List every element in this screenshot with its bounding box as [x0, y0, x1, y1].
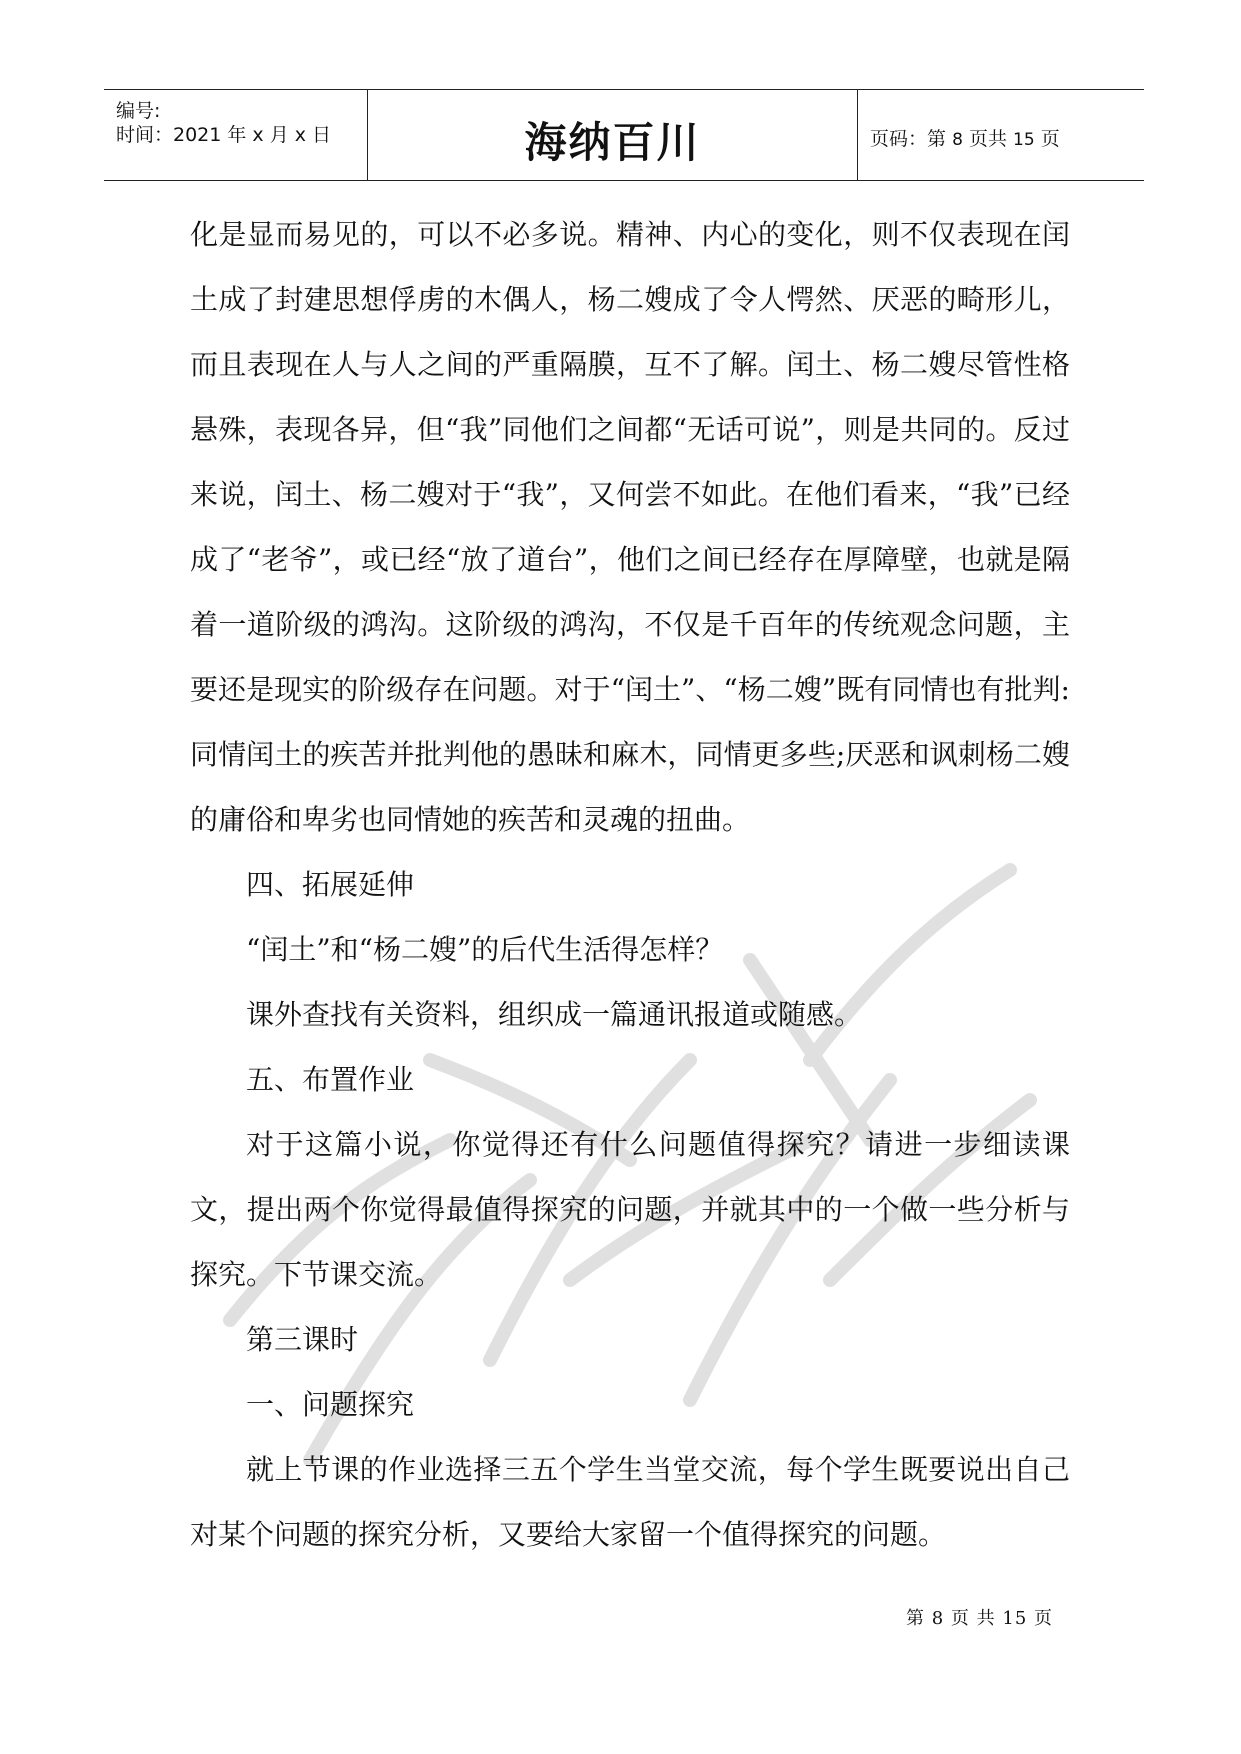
page-footer: 第 8 页 共 15 页	[906, 1608, 1053, 1629]
page-code-total: 15	[1013, 130, 1035, 150]
page-code-mid: 页共	[968, 128, 1007, 150]
header-middle-cell	[368, 90, 858, 180]
paragraph-question: “闰土”和“杨二嫂”的后代生活得怎样？	[246, 933, 724, 966]
header-left-cell	[104, 90, 368, 180]
section-heading-homework: 五、布置作业	[246, 1063, 415, 1096]
paragraph-inquiry: 就上节课的作业选择三五个学生当堂交流，每个学生既要说出自己对某个问题的探究分析，又要给大家留一个值得探究的问题。	[190, 1453, 1070, 1551]
paragraph-homework: 对于这篇小说，你觉得还有什么问题值得探究？请进一步细读课文，提出两个你觉得最值得探究的问题，并就其中的一个做一些分析与探究。下节课交流。	[190, 1128, 1070, 1291]
paragraph-continuation: 化是显而易见的，可以不必多说。精神、内心的变化，则不仅表现在闰土成了封建思想俘虏的木偶人，杨二嫂成了令人愕然、厌恶的畸形儿，而且表现在人与人之间的严重隔膜，互不了解。闰土、杨二嫂尽管性格悬殊，表现各异，但“我”同他们之间都“无话可说”，则是共同的。反过来说，闰土、杨二嫂对于“我”，又何尝不如此。在他们看来，“我”已经成了“老爷”，或已经“放了道台”，他们之间已经存在厚障壁，也就是隔着一道阶级的鸿沟。这阶级的鸿沟，不仅是千百年的传统观念问题，主要还是现实的阶级存在问题。对于“闰土”、“杨二嫂”既有同情也有批判:同情闰土的疾苦并批判他的愚昧和麻木，同情更多些;厌恶和讽刺杨二嫂的庸俗和卑劣也同情她的疾苦和灵魂的扭曲。	[190, 218, 1070, 836]
section-heading-inquiry: 一、问题探究	[246, 1388, 415, 1421]
page-code-prefix: 页码：第	[870, 128, 947, 150]
header-right-cell	[858, 90, 1144, 180]
paragraph-task: 课外查找有关资料，组织成一篇通讯报道或随感。	[246, 998, 863, 1031]
document-body	[190, 202, 1070, 1567]
section-heading-extension: 四、拓展延伸	[246, 868, 415, 901]
page-header	[104, 89, 1144, 181]
page-code	[870, 124, 1060, 151]
document-time-label: 时间：2021 年 x 月 x 日	[116, 124, 332, 146]
page-code-suffix: 页	[1040, 128, 1060, 150]
document-number-label: 编号:	[116, 100, 161, 122]
section-heading-third-lesson: 第三课时	[246, 1323, 359, 1356]
page-code-current: 8	[952, 130, 963, 150]
brand-title: 海纳百川	[524, 118, 701, 167]
